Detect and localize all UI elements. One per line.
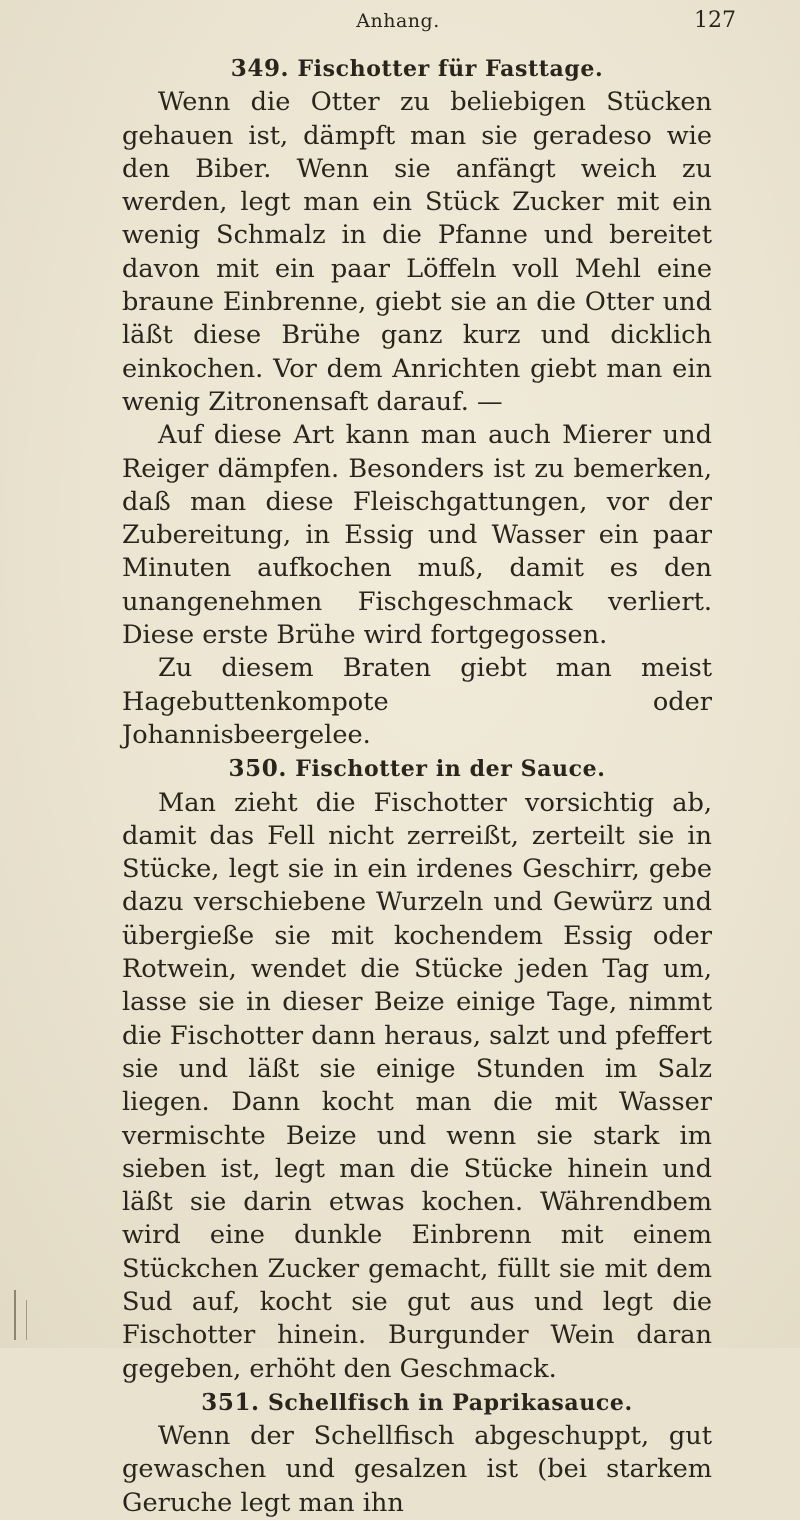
page-number: 127 [694, 8, 736, 33]
recipe-title [122, 1386, 712, 1420]
recipe-349 [122, 52, 712, 752]
paragraph: Wenn die Otter zu beliebigen Stücken gehauen ist, dämpft man sie geradeso wie den Biber. Wenn sie anfängt weich zu werden, legt man ein Stück Zucker mit ein wenig Schmalz in die Pfanne und bereitet davon mit ein paar Löffeln voll Mehl eine braune Einbrenne, giebt sie an die Otter und läßt diese Brühe ganz kurz und dicklich einkochen. Vor dem Anrichten giebt man ein wenig Zitronensaft darauf. — [122, 87, 712, 417]
paragraph: Wenn der Schellfisch abgeschuppt, gut gewaschen und gesalzen ist (bei starkem Geruche legt man ihn [122, 1421, 712, 1518]
recipe-number: 350. [228, 755, 287, 783]
page-header [60, 6, 736, 38]
recipe-title [122, 752, 712, 786]
paragraph: Zu diesem Braten giebt man meist Hagebuttenkompote oder Johannisbeergelee. [122, 653, 712, 750]
recipe-name: Fischotter für Fasttage. [297, 56, 604, 82]
recipe-name: Schellfisch in Paprikasauce. [267, 1389, 633, 1416]
recipe-name: Fischotter in der Sauce. [295, 756, 606, 783]
recipe-title [122, 52, 712, 86]
page-edge-mark [14, 1290, 16, 1340]
running-head: Anhang. [356, 10, 440, 32]
recipe-351 [122, 1386, 712, 1520]
recipe-350 [122, 752, 712, 1386]
page-edge-mark [26, 1300, 27, 1340]
paragraph: Auf diese Art kann man auch Mierer und Reiger dämpfen. Besonders ist zu bemerken, daß man diese Fleischgattungen, vor der Zubereitung, in Essig und Wasser ein paar Minuten aufkochen muß, damit es den unangenehmen Fischgeschmack verliert. Diese erste Brühe wird fortgegossen. [122, 420, 712, 651]
page-body [122, 52, 712, 1520]
paragraph: Man zieht die Fischotter vorsichtig ab, damit das Fell nicht zerreißt, zerteilt sie in Stücke, legt sie in ein irdenes Geschirr, gebe dazu verschiebene Wurzeln und Gewürz und übergieße sie mit kochendem Essig oder Rotwein, wendet die Stücke jeden Tag um, lasse sie in dieser Beize einige Tage, nimmt die Fischotter dann heraus, salzt und pfeffert sie und läßt sie einige Stunden im Salz liegen. Dann kocht man die mit Wasser vermischte Beize und wenn sie stark im sieben ist, legt man die Stücke hinein und läßt sie darin etwas kochen. Währendbem wird eine dunkle Einbrenn mit einem Stückchen Zucker gemacht, füllt sie mit dem Sud auf, kocht sie gut aus und legt die Fischotter hinein. Burgunder Wein daran gegeben, erhöht den Geschmack. [122, 787, 712, 1384]
recipe-number: 351. [201, 1388, 260, 1416]
recipe-number: 349. [230, 55, 290, 82]
